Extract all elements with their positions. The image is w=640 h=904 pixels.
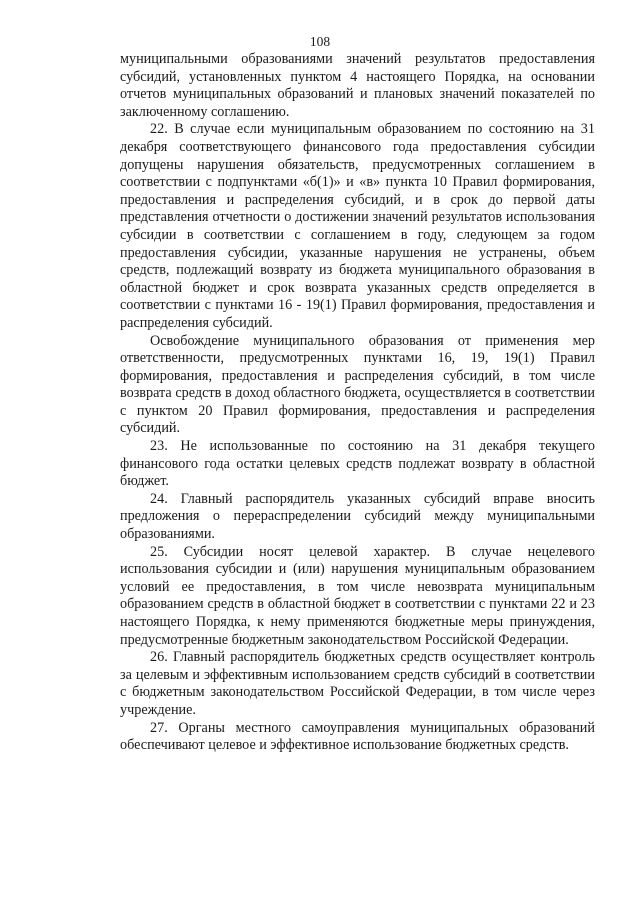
paragraph-item-23: 23. Не использованные по состоянию на 31 декабря текущего финансового года остатки целевых средств подлежат возврату в областной бюджет. (120, 438, 595, 490)
paragraph-item-27: 27. Органы местного самоуправления муниципальных образований обеспечивают целевое и эффективное использование бюджетных средств. (120, 719, 595, 754)
paragraph-item-24: 24. Главный распорядитель указанных субсидий вправе вносить предложения о перераспределении субсидий между муниципальными образованиями. (120, 490, 595, 543)
page-number: 108 (309, 34, 331, 49)
paragraph-continuation: муниципальными образованиями значений результатов предоставления субсидий, установленных пунктом 4 настоящего Порядка, на основании отчетов муниципальных образований и плановых значений показателей по заключенному соглашению. (120, 51, 595, 120)
paragraph-item-22: 22. В случае если муниципальным образованием по состоянию на 31 декабря соответствующего финансового года предоставления субсидии допущены нарушения обязательств, предусмотренных соглашением в соответствии с подпунктами «б(1)» и «в» пункта 10 Правил формирования, предоставления и распределения субсидий, и в срок до первой даты представления отчетности о достижении значений результатов использования субсидии в соответствии с соглашением в году, следующем за годом предоставления субсидии, указанные нарушения не устранены, объем средств, подлежащий возврату из бюджета муниципального образования в областной бюджет и срок возврата указанных средств определяется в соответствии с пунктами 16 - 19(1) Правил формирования, предоставления и распределения субсидий. (120, 121, 595, 331)
paragraph-item-25: 25. Субсидии носят целевой характер. В случае нецелевого использования субсидии и (или) нарушения муниципальным образованием условий ее предоставления, в том числе невозврата муниципальным образованием средств в областной бюджет в соответствии с пунктами 22 и 23 настоящего Порядка, к нему применяются бюджетные меры принуждения, предусмотренные бюджетным законодательством Российской Федерации. (120, 543, 595, 648)
paragraph-exemption: Освобождение муниципального образования от применения мер ответственности, предусмотренных пунктами 16, 19, 19(1) Правил формирования, предоставления и распределения субсидий, в том числе возврата средств в доход областного бюджета, осуществляется в соответствии с пунктом 20 Правил формирования, предоставления и распределения субсидий. (120, 332, 595, 437)
document-body (120, 51, 595, 755)
paragraph-item-26: 26. Главный распорядитель бюджетных средств осуществляет контроль за целевым и эффективным использованием средств субсидий в соответствии с бюджетным законодательством Российской Федерации, в том числе через учреждение. (120, 649, 595, 718)
